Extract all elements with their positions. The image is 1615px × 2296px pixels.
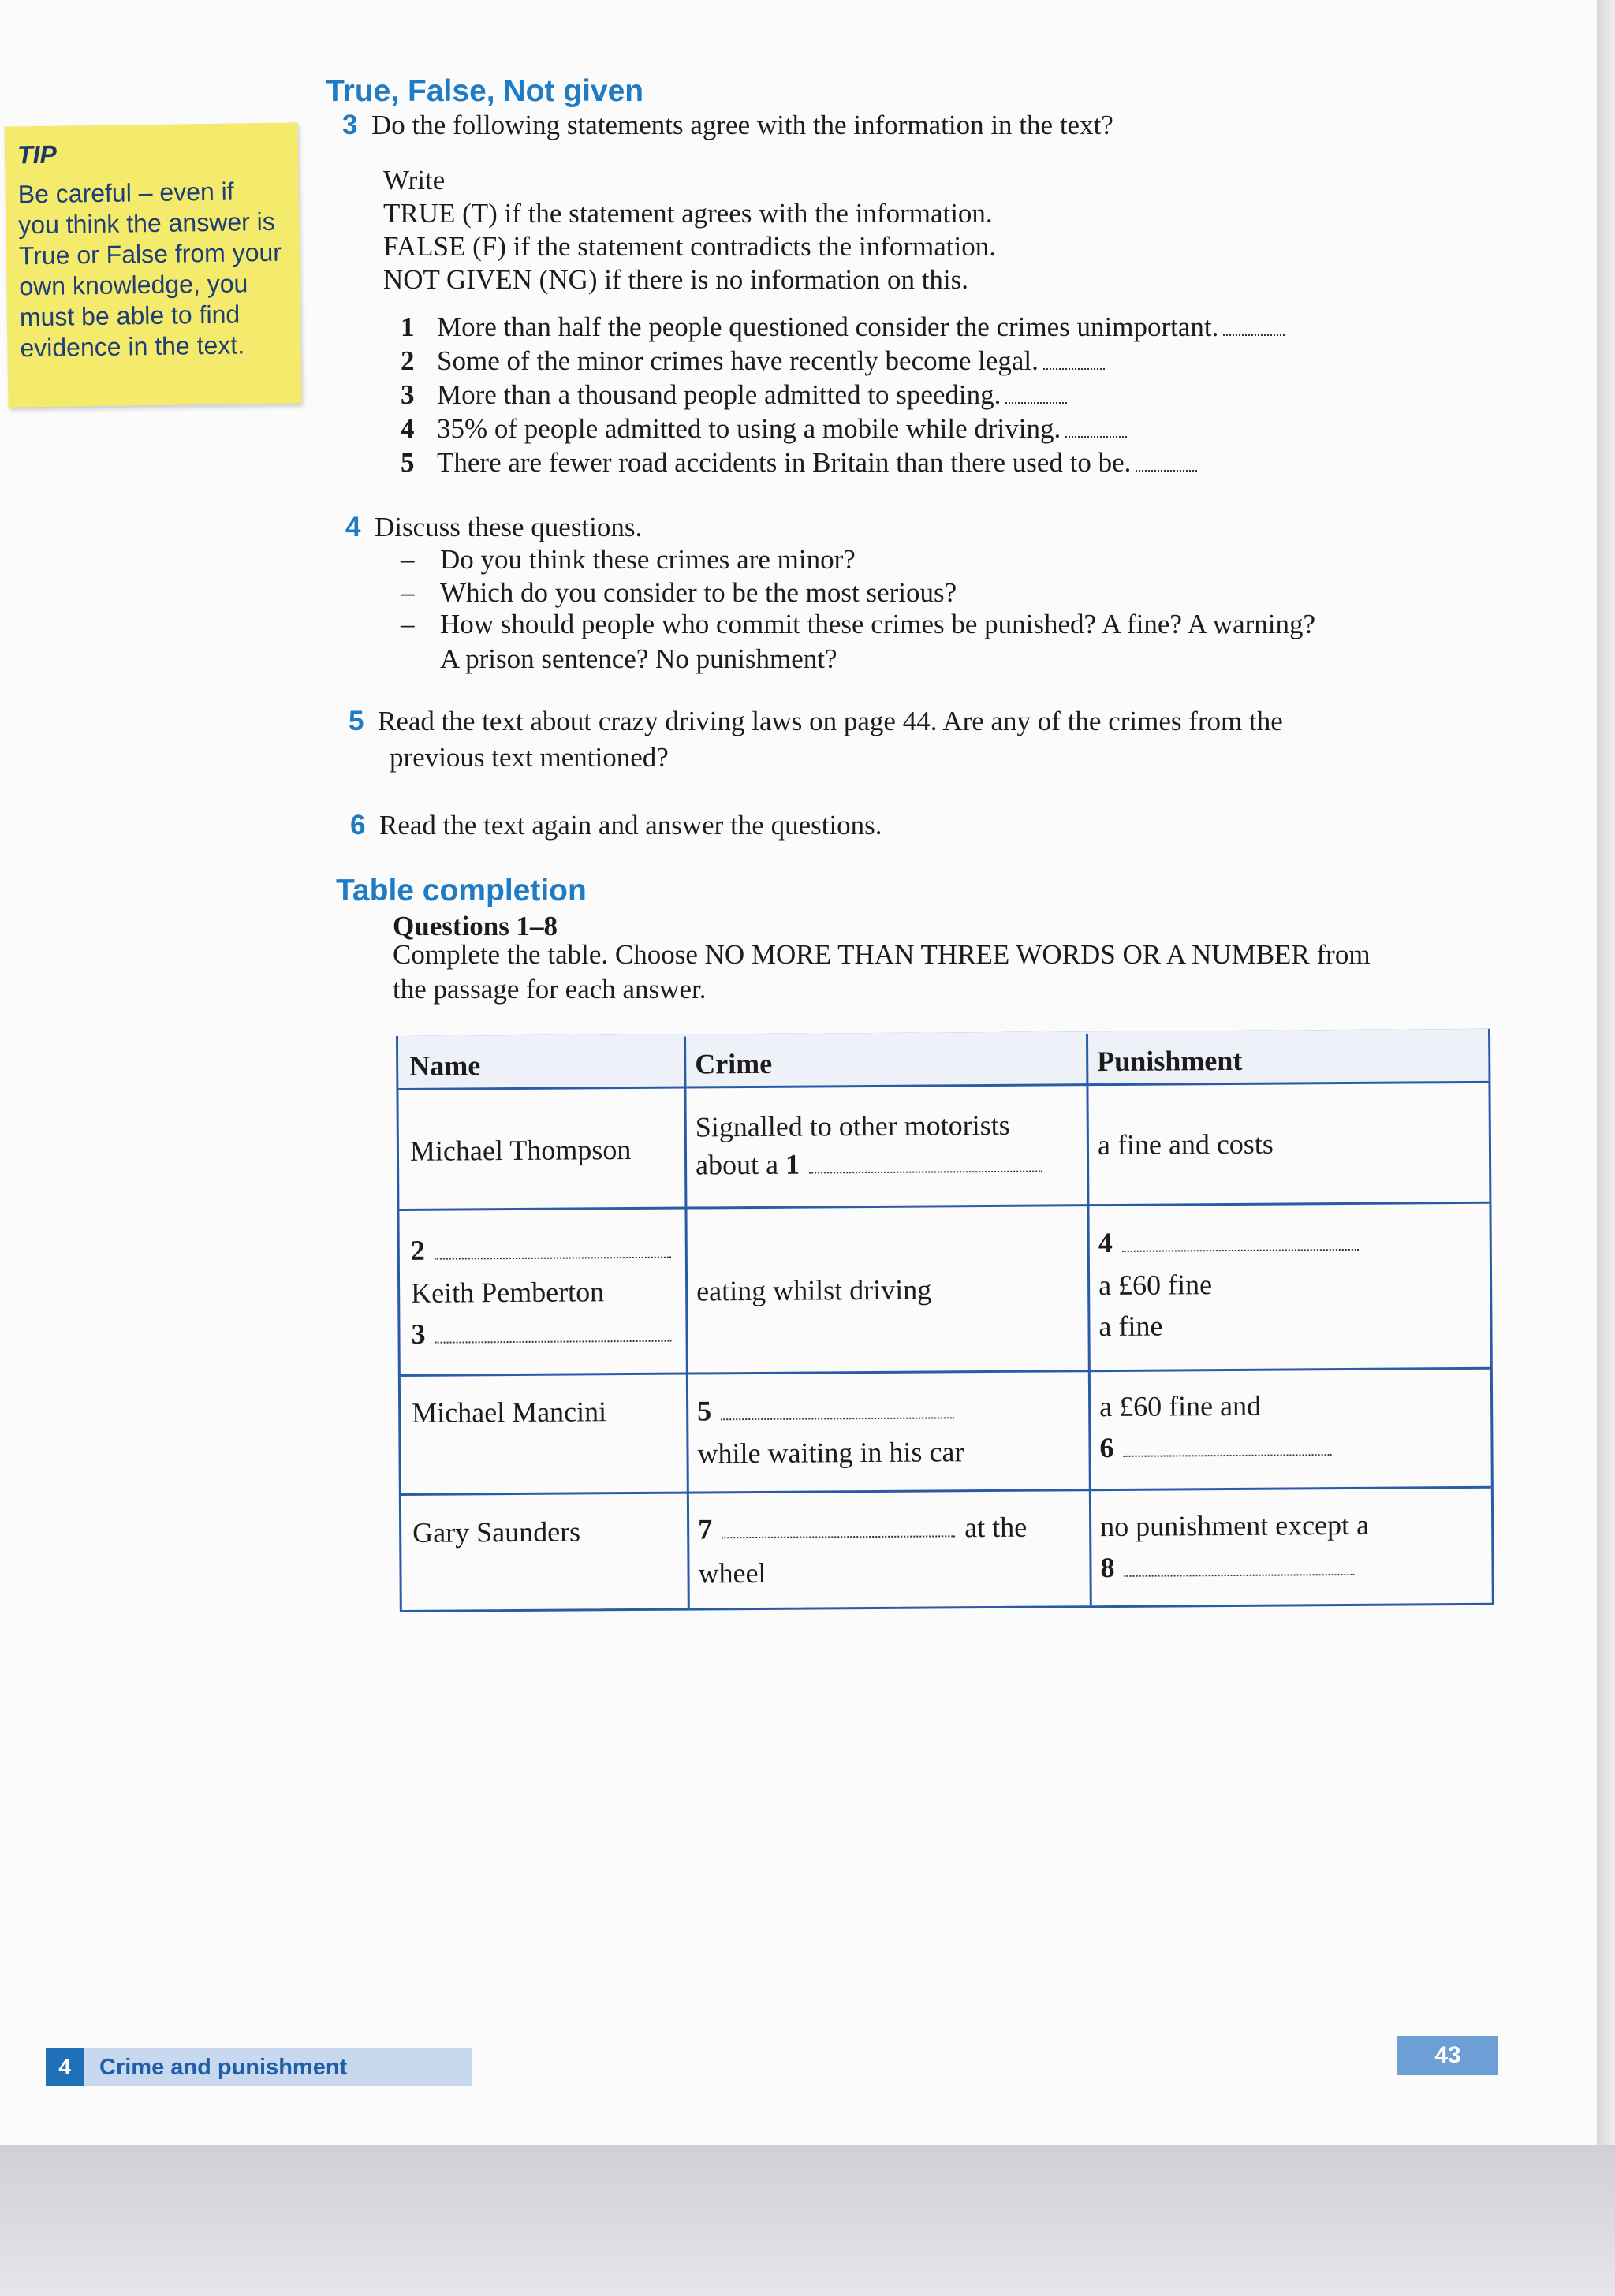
answer-blank[interactable] [1005, 402, 1067, 404]
statement-number: 4 [401, 413, 415, 444]
col-divider [684, 1037, 690, 1608]
section-heading-tfng: True, False, Not given [326, 74, 644, 108]
cell-punishment-blank: 4 [1098, 1224, 1359, 1259]
table-instructions: Complete the table. Choose NO MORE THAN THREE WORDS OR A NUMBER from [393, 939, 1371, 970]
page-edge [1597, 0, 1615, 2145]
cell-crime: while waiting in his car [697, 1436, 964, 1470]
answer-blank[interactable] [1223, 334, 1285, 336]
tip-title: TIP [17, 140, 58, 170]
answer-blank[interactable] [721, 1417, 954, 1420]
question-number: 5 [349, 706, 364, 736]
cell-punishment: no punishment except a [1100, 1508, 1370, 1543]
write-label: Write [383, 165, 446, 196]
question-text: Do the following statements agree with the information in the text? [371, 110, 1113, 140]
question-text: Discuss these questions. [374, 512, 643, 542]
table-instructions-cont: the passage for each answer. [393, 974, 707, 1004]
answer-blank[interactable] [1136, 470, 1197, 472]
statement-number: 3 [401, 379, 415, 410]
statement-text: More than a thousand people admitted to speeding. [437, 379, 1001, 410]
cell-name: Keith Pemberton [411, 1276, 605, 1309]
unit-number: 4 [46, 2048, 84, 2086]
cell-crime-blank: 5 [697, 1392, 954, 1427]
rule-false: FALSE (F) if the statement contradicts the information. [383, 231, 996, 262]
row-divider [399, 1202, 1489, 1211]
cell-crime-blank: 7 at the [698, 1511, 1028, 1545]
cell-punishment: a fine [1098, 1310, 1163, 1343]
tip-line: True or False from your [18, 237, 282, 270]
cell-punishment-blank: 6 [1099, 1429, 1331, 1464]
tip-line: you think the answer is [18, 207, 275, 240]
cell-crime: eating whilst driving [696, 1273, 932, 1307]
rule-true: TRUE (T) if the statement agrees with the information. [383, 198, 993, 229]
question-5-cont: previous text mentioned? [390, 742, 669, 773]
unit-footer [46, 2048, 472, 2086]
tip-line: own knowledge, you [19, 269, 248, 301]
tip-text [17, 176, 289, 364]
cell-name: Michael Thompson [409, 1134, 632, 1167]
col-divider [1086, 1034, 1092, 1605]
statement-number: 5 [401, 447, 415, 478]
cell-crime-blank: about a 1 [696, 1146, 1042, 1182]
statement-text: 35% of people admitted to using a mobile while driving. [437, 413, 1061, 444]
statement-3 [401, 379, 1067, 411]
cell-punishment: a fine and costs [1097, 1128, 1274, 1161]
answer-blank[interactable] [1124, 1454, 1332, 1457]
cell-punishment: a £60 fine [1098, 1269, 1213, 1302]
tip-line: evidence in the text. [20, 330, 245, 363]
cell-name-blank: 3 [411, 1316, 671, 1351]
cell-crime: wheel [698, 1556, 766, 1590]
answer-blank[interactable] [1125, 1574, 1355, 1577]
questions-range: Questions 1–8 [393, 911, 558, 941]
answer-blank[interactable] [809, 1171, 1042, 1174]
statement-text: There are fewer road accidents in Britain than there used to be. [437, 447, 1132, 478]
section-heading-table: Table completion [336, 874, 587, 908]
question-number: 6 [350, 810, 366, 840]
discussion-bullet: – How should people who commit these crimes be punished? A fine? A warning? [401, 609, 1316, 639]
statement-4 [401, 413, 1127, 445]
cell-name: Gary Saunders [412, 1515, 581, 1549]
cell-name: Michael Mancini [412, 1396, 607, 1429]
answer-blank[interactable] [435, 1257, 671, 1260]
answer-blank[interactable] [1043, 368, 1105, 370]
discussion-bullet: – Do you think these crimes are minor? [401, 544, 856, 575]
row-divider [401, 1367, 1490, 1377]
question-number: 4 [345, 512, 361, 542]
table-header-row [398, 1029, 1488, 1088]
cell-name-blank: 2 [411, 1232, 671, 1267]
tip-line: must be able to find [19, 300, 241, 332]
cell-punishment-blank: 8 [1100, 1549, 1354, 1584]
answer-blank[interactable] [1122, 1249, 1359, 1252]
row-divider [401, 1486, 1491, 1496]
discussion-bullet-cont: A prison sentence? No punishment? [440, 643, 837, 674]
question-3 [342, 109, 1113, 142]
cell-punishment: a £60 fine and [1099, 1389, 1262, 1423]
cell-crime: Signalled to other motorists [695, 1109, 1010, 1143]
statement-text: Some of the minor crimes have recently become legal. [437, 345, 1039, 376]
question-6 [350, 809, 882, 842]
statement-number: 2 [401, 345, 415, 376]
rule-not-given: NOT GIVEN (NG) if there is no information on this. [383, 264, 969, 295]
question-4 [345, 511, 642, 544]
unit-title: Crime and punishment [99, 2055, 348, 2080]
discussion-bullet: – Which do you consider to be the most serious? [401, 577, 957, 608]
tip-box [5, 122, 302, 407]
question-text: Read the text again and answer the questions. [379, 810, 882, 840]
statement-number: 1 [401, 311, 415, 342]
answer-blank[interactable] [435, 1340, 672, 1344]
statement-5 [401, 447, 1197, 479]
header-punishment: Punishment [1097, 1044, 1243, 1078]
background-surface [0, 2145, 1615, 2296]
statement-1 [401, 311, 1285, 343]
statement-text: More than half the people questioned consider the crimes unimportant. [437, 311, 1219, 342]
answer-blank[interactable] [1065, 436, 1127, 438]
question-text: Read the text about crazy driving laws on page 44. Are any of the crimes from the [377, 706, 1283, 736]
question-number: 3 [342, 110, 358, 140]
completion-table [396, 1029, 1494, 1612]
statement-2 [401, 345, 1105, 377]
page-number: 43 [1397, 2036, 1498, 2075]
header-crime: Crime [695, 1047, 773, 1080]
answer-blank[interactable] [722, 1535, 955, 1538]
tip-line: Be careful – even if [17, 177, 234, 209]
question-5 [349, 705, 1283, 738]
header-name: Name [409, 1049, 481, 1082]
